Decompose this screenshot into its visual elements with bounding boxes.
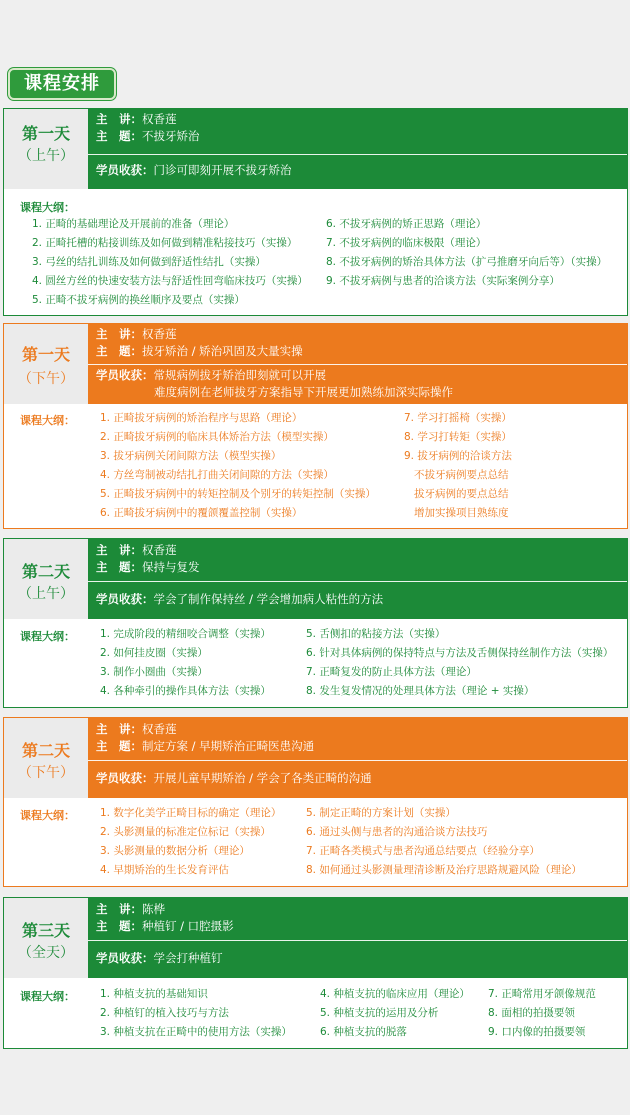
lecturer-label: 主 讲：: [96, 902, 142, 916]
topic-label: 主 题：: [96, 129, 142, 143]
topic: 不拔牙矫治: [142, 129, 200, 143]
lecturer: 权香莲: [142, 112, 177, 126]
topic-label: 主 题：: [96, 739, 142, 753]
outline-item: 2. 正畸拔牙病例的临床具体矫治方法（模型实操）: [100, 431, 334, 443]
outline-item: 2. 头影测量的标准定位标记（实操）: [100, 826, 271, 838]
topic-label: 主 题：: [96, 560, 142, 574]
gain: 开展儿童早期矫治 / 学会了各类正畸的沟通: [153, 771, 372, 785]
divider: [88, 154, 627, 155]
day-label-box: [4, 898, 88, 978]
outline-item: 7. 正畸复发的防止具体方法（理论）: [306, 666, 477, 678]
topic: 保持与复发: [142, 560, 200, 574]
lecturer-label: 主 讲：: [96, 112, 142, 126]
lecturer: 权香莲: [142, 722, 177, 736]
day-name: 第一天: [21, 124, 70, 143]
outline-item: 7. 学习打摇椅（实操）: [404, 412, 512, 424]
gain-label: 学员收获：: [96, 951, 154, 965]
lecturer-label: 主 讲：: [96, 327, 142, 341]
outline-item: 8. 面相的拍摄要领: [488, 1007, 575, 1019]
schedule-day3: [3, 897, 628, 1049]
topic: 制定方案 / 早期矫治正畸医患沟通: [142, 739, 315, 753]
outline-item: 1. 数字化美学正畸目标的确定（理论）: [100, 807, 282, 819]
day-part: （上午）: [18, 586, 74, 602]
session-info: [88, 898, 627, 978]
session-info: [88, 109, 627, 189]
outline-item: 1. 种植支抗的基础知识: [100, 988, 208, 1000]
outline-item: 4. 早期矫治的生长发育评估: [100, 864, 229, 876]
outline-label: 课程大纲：: [20, 809, 75, 822]
day-part: （全天）: [18, 945, 74, 961]
lecturer: 陈桦: [142, 902, 165, 916]
day-name: 第二天: [21, 562, 70, 581]
divider: [88, 581, 627, 582]
day-name: 第三天: [21, 921, 70, 940]
outline-item: 5. 正畸拔牙病例中的转矩控制及个别牙的转矩控制（实操）: [100, 488, 376, 500]
outline-item: 4. 各种牵引的操作具体方法（实操）: [100, 685, 271, 697]
topic: 种植钉 / 口腔摄影: [142, 919, 234, 933]
divider: [88, 364, 627, 365]
outline-item: 9. 不拔牙病例与患者的洽谈方法（实际案例分享）: [326, 275, 560, 287]
outline-item: 4. 圆丝方丝的快速安装方法与舒适性回弯临床技巧（实操）: [32, 275, 308, 287]
outline-item: 6. 针对具体病例的保持特点与方法及舌侧保持丝制作方法（实操）: [306, 647, 614, 659]
gain-label: 学员收获：: [96, 368, 154, 382]
schedule-day1-am: [3, 108, 628, 316]
topic-label: 主 题：: [96, 344, 142, 358]
outline-item: 3. 弓丝的结扎训练及如何做到舒适性结扎（实操）: [32, 256, 266, 268]
day-label-box: [4, 539, 88, 619]
lecturer: 权香莲: [142, 327, 177, 341]
lecturer-label: 主 讲：: [96, 543, 142, 557]
day-label-box: [4, 718, 88, 798]
outline-label: 课程大纲：: [20, 990, 75, 1003]
outline-item: 1. 正畸的基础理论及开展前的准备（理论）: [32, 218, 235, 230]
outline-item: 拔牙病例的要点总结: [414, 488, 509, 500]
schedule-day2-am: [3, 538, 628, 708]
outline-item: 6. 不拔牙病例的矫正思路（理论）: [326, 218, 487, 230]
lecturer: 权香莲: [142, 543, 177, 557]
gain-line-2: 难度病例在老师拔牙方案指导下开展更加熟练加深实际操作: [154, 385, 453, 399]
outline-item: 7. 正畸各类模式与患者沟通总结要点（经验分享）: [306, 845, 540, 857]
topic-label: 主 题：: [96, 919, 142, 933]
day-name: 第一天: [21, 345, 70, 364]
gain: 学会了制作保持丝 / 学会增加病人粘性的方法: [153, 592, 384, 606]
outline-item: 7. 不拔牙病例的临床极限（理论）: [326, 237, 487, 249]
outline-item: 6. 正畸拔牙病例中的覆颌覆盖控制（实操）: [100, 507, 303, 519]
schedule-day1-pm: [3, 323, 628, 529]
gain: 门诊可即刻开展不拔牙矫治: [153, 163, 292, 177]
day-part: （下午）: [18, 765, 74, 781]
outline-item: 6. 通过头侧与患者的沟通洽谈方法技巧: [306, 826, 488, 838]
outline-item: 4. 方丝弯制被动结扎打曲关闭间隙的方法（实操）: [100, 469, 334, 481]
outline-label: 课程大纲：: [20, 201, 75, 214]
day-part: （上午）: [18, 148, 74, 164]
outline-item: 1. 完成阶段的精细咬合调整（实操）: [100, 628, 271, 640]
outline-item: 3. 拔牙病例关闭间隙方法（模型实操）: [100, 450, 282, 462]
outline-item: 6. 种植支抗的脱落: [320, 1026, 407, 1038]
outline-label: 课程大纲：: [20, 414, 75, 427]
outline-item: 1. 正畸拔牙病例的矫治程序与思路（理论）: [100, 412, 303, 424]
outline-item: 3. 制作小圈曲（实操）: [100, 666, 208, 678]
outline-item: 增加实操项目熟练度: [414, 507, 509, 519]
gain-label: 学员收获：: [96, 771, 154, 785]
outline-item: 5. 正畸不拔牙病例的换丝顺序及要点（实操）: [32, 294, 245, 306]
gain-label: 学员收获：: [96, 163, 154, 177]
outline-item: 3. 头影测量的数据分析（理论）: [100, 845, 250, 857]
outline-item: 8. 发生复发情况的处理具体方法（理论 + 实操）: [306, 685, 535, 697]
session-info: [88, 324, 627, 404]
lecturer-label: 主 讲：: [96, 722, 142, 736]
day-label-box: [4, 324, 88, 404]
outline-item: 5. 舌侧扣的粘接方法（实操）: [306, 628, 446, 640]
topic: 拔牙矫治 / 矫治巩固及大量实操: [142, 344, 303, 358]
gain: 学会打种植钉: [153, 951, 223, 965]
outline-item: 2. 种植钉的植入技巧与方法: [100, 1007, 229, 1019]
outline-item: 7. 正畸常用牙颌像规范: [488, 988, 596, 1000]
schedule-day2-pm: [3, 717, 628, 887]
outline-item: 4. 种植支抗的临床应用（理论）: [320, 988, 470, 1000]
outline-item: 9. 拔牙病例的洽谈方法: [404, 450, 512, 462]
outline-item: 8. 不拔牙病例的矫治具体方法（扩弓推磨牙向后等）（实操）: [326, 256, 608, 268]
outline-item: 5. 制定正畸的方案计划（实操）: [306, 807, 456, 819]
day-label-box: [4, 109, 88, 189]
divider: [88, 940, 627, 941]
outline-item: 2. 正畸托槽的粘接训练及如何做到精准粘接技巧（实操）: [32, 237, 298, 249]
gain-label: 学员收获：: [96, 592, 154, 606]
page-title: 课程安排: [8, 68, 116, 100]
outline-label: 课程大纲：: [20, 630, 75, 643]
outline-item: 2. 如何挂皮圈（实操）: [100, 647, 208, 659]
outline-item: 9. 口内像的拍摄要领: [488, 1026, 586, 1038]
day-name: 第二天: [21, 741, 70, 760]
divider: [88, 760, 627, 761]
session-info: [88, 539, 627, 619]
session-info: [88, 718, 627, 798]
outline-item: 8. 学习打转矩（实操）: [404, 431, 512, 443]
outline-item: 不拔牙病例要点总结: [414, 469, 509, 481]
outline-item: 5. 种植支抗的运用及分析: [320, 1007, 439, 1019]
gain: 常规病例拔牙矫治即刻就可以开展: [153, 368, 326, 382]
day-part: （下午）: [18, 371, 74, 387]
outline-item: 8. 如何通过头影测量理清诊断及治疗思路规避风险（理论）: [306, 864, 582, 876]
outline-item: 3. 种植支抗在正畸中的使用方法（实操）: [100, 1026, 292, 1038]
